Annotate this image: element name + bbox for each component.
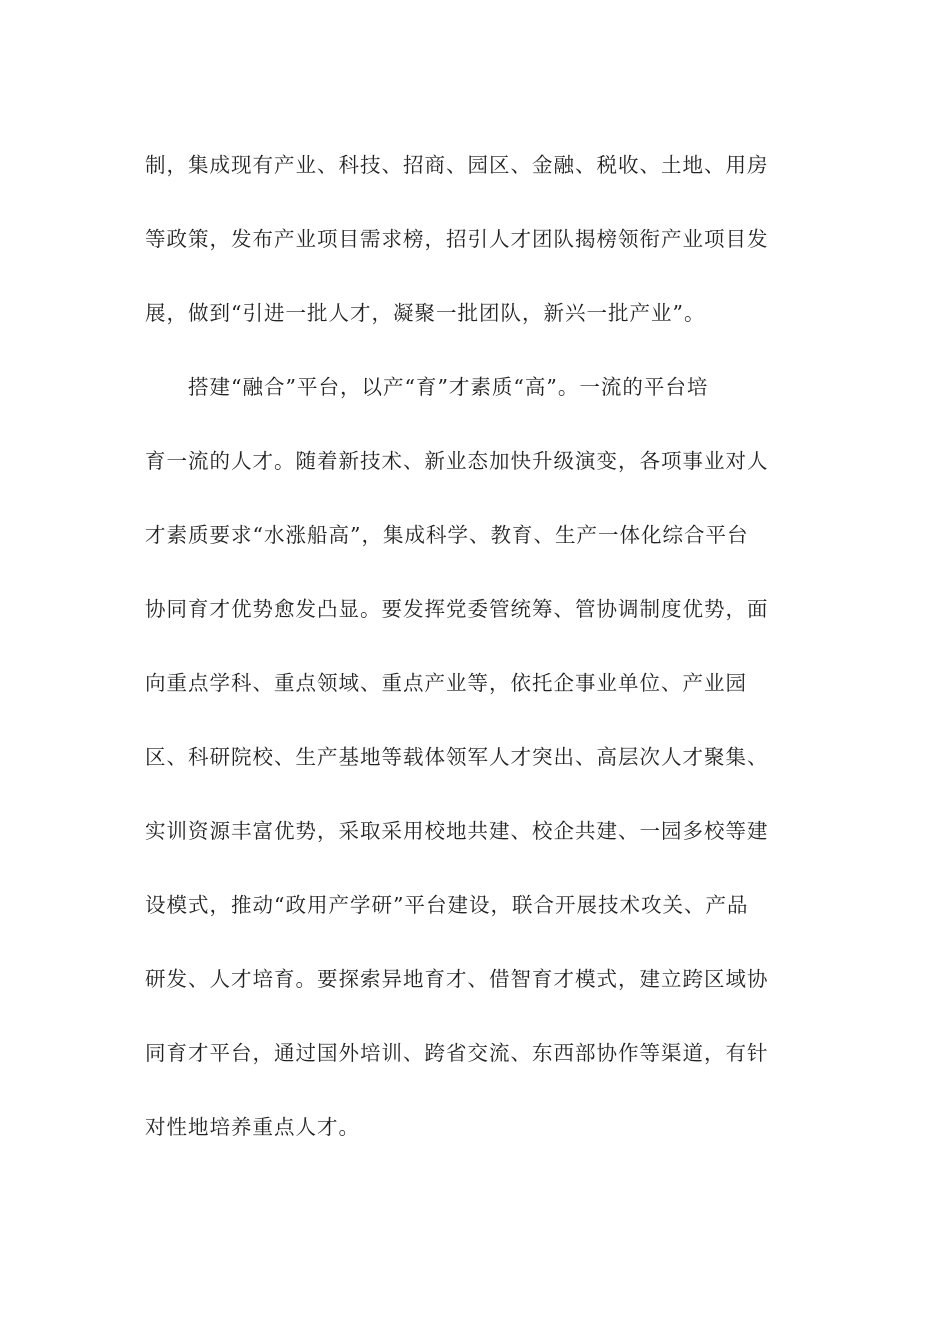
paragraph-line: 育一流的人才。随着新技术、新业态加快升级演变，各项事业对人 (145, 449, 769, 473)
paragraph-line: 才素质要求“水涨船高”，集成科学、教育、生产一体化综合平台 (145, 523, 749, 547)
paragraph-1 (145, 128, 795, 350)
paragraph-line: 研发、人才培育。要探索异地育才、借智育才模式，建立跨区域协 (145, 967, 769, 991)
paragraph-line: 展，做到“引进一批人才，凝聚一批团队，新兴一批产业”。 (145, 301, 706, 325)
paragraph-line: 协同育才优势愈发凸显。要发挥党委管统筹、管协调制度优势，面 (145, 597, 769, 621)
paragraph-line: 制，集成现有产业、科技、招商、园区、金融、税收、土地、用房 (145, 153, 769, 177)
paragraph-2 (145, 350, 795, 1164)
paragraph-line: 等政策，发布产业项目需求榜，招引人才团队揭榜领衔产业项目发 (145, 227, 769, 251)
paragraph-line: 区、科研院校、生产基地等载体领军人才突出、高层次人才聚集、 (145, 745, 769, 769)
paragraph-line: 实训资源丰富优势，采取采用校地共建、校企共建、一园多校等建 (145, 819, 769, 843)
paragraph-line: 同育才平台，通过国外培训、跨省交流、东西部协作等渠道，有针 (145, 1041, 769, 1065)
paragraph-line: 向重点学科、重点领域、重点产业等，依托企事业单位、产业园 (145, 671, 747, 695)
paragraph-line: 对性地培养重点人才。 (145, 1115, 360, 1139)
paragraph-line: 搭建“融合”平台，以产“育”才素质“高”。一流的平台培 (188, 375, 709, 399)
document-body (145, 128, 795, 1164)
paragraph-line: 设模式，推动“政用产学研”平台建设，联合开展技术攻关、产品 (145, 893, 749, 917)
